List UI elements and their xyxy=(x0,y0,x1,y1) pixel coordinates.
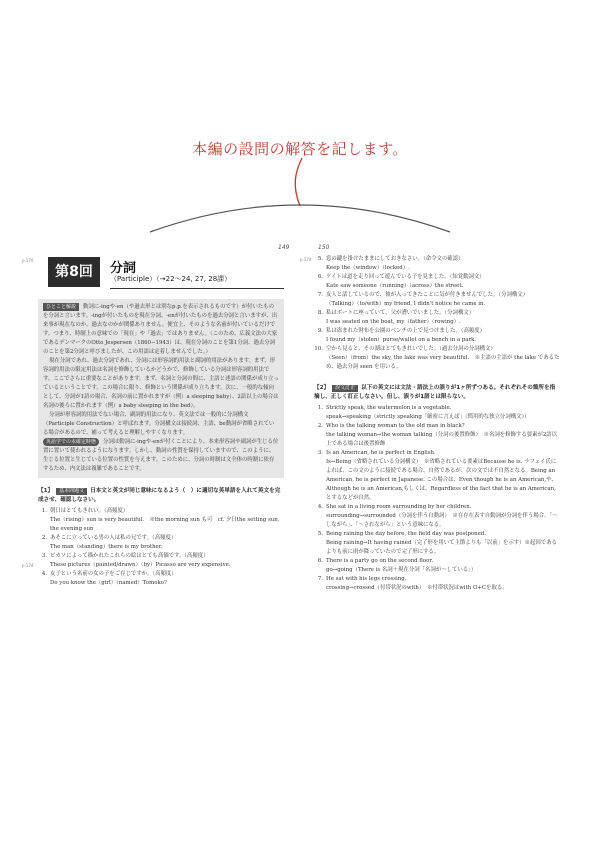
question-item: 4. 友子という名前の女の子をご存じですか。（高頻度） xyxy=(41,571,177,577)
question-item: 3. ピカソによって描かれたこれらの絵はとても高価です。（高頻度） xyxy=(41,553,209,559)
chapter-title: 分詞 xyxy=(110,261,137,276)
answer-line: Do you know the（girl）（named）Tomoko? xyxy=(50,580,167,586)
answer-line: Kate saw someone（running）（across）the street. xyxy=(326,283,464,289)
right-page-column xyxy=(314,255,560,593)
question-item: 5. 窓の鍵を掛けたままにしておきなさい。（命令文の確認） xyxy=(317,256,464,262)
question-item: 3. Is an American, he is perfect in English. xyxy=(317,450,436,456)
page-ref: p.170 xyxy=(22,258,34,263)
grammar-note-tag: 英語学での未確定時態 xyxy=(43,438,99,446)
section1-items xyxy=(38,507,284,588)
section-pill: 誤文訂正 xyxy=(332,385,358,392)
answer-line: go→going（There is 名詞＋現在分詞「名詞が〜している」） xyxy=(326,567,477,573)
explanation-text: 分詞は動詞に-ingや-enが付くことにより、本来形容詞や副詞が生じる位置に置いて使われるようになります。しかし、動詞の性質を保持していますので、このように、生じる位置と生じている位置の性質を与えます。このために、分詞の時制は文全体の時制に依存するため、内文法は複雑であることです。 xyxy=(43,439,279,472)
explanation-box xyxy=(38,299,284,478)
answer-line: surrounding→surrounded（分詞を伴う自動詞） ※在存在表す自動詞が分詞を伴う場合、「〜しながら」、「〜されながら」という意味になる。 xyxy=(326,513,558,528)
answer-line: The（rising）sun is very beautiful. ※the morning sun も可 cf. 夕日the setting sun, the evening sun xyxy=(50,517,280,532)
question-item: 6. There is a party go on the second floor. xyxy=(317,558,434,564)
section-number: 【2】 xyxy=(314,385,330,391)
answer-line: （Talking）（to/with）my friend, I didn't notice he came in. xyxy=(326,301,486,307)
section1-heading xyxy=(38,487,284,505)
explanation-paragraph: 分詞が形容詞的用法でない場合、副詞的用法になり、英文法では一般的に分詞構文（Participle Construction）と呼ばれます。分詞構文は接続詞、主語、be動詞が省略されている場合があるので、補って考えると理解しやすくなります。 xyxy=(43,412,275,436)
chapter-subtitle: （Participle）（→22〜24, 27, 28課） xyxy=(110,275,232,283)
chapter-rule xyxy=(110,288,284,289)
section-instructions: 日本文と英文が同じ意味になるよう（ ）に適切な英単語を入れて英文を完成させ、確認しなさい。 xyxy=(38,488,281,503)
answer-line: The man（standing）there is my brother. xyxy=(50,544,163,550)
question-item: 9. 私は盗まれた財布を公園のベンチの上で見つけました。（高頻度） xyxy=(317,328,486,334)
answer-line: （Seen）（from）the sky, the lake was very beautiful. ※主語の主語が the lake であるため、過去分詞 seen を用いる。 xyxy=(326,355,560,370)
section-number: 【1】 xyxy=(38,488,54,494)
explanation-tag: ひとこと解説 xyxy=(43,303,79,311)
question-item: 2. あそこに立っている男の人は私の兄です。（高頻度） xyxy=(41,535,177,541)
question-item: 6. ケイトは道を走り回って遊んでいる子を見ました。（知覚動詞文） xyxy=(317,274,485,280)
page-ref: p.174 xyxy=(22,563,34,568)
chapter-header xyxy=(38,255,284,291)
question-item: 1. Strictly speak, the watermelon is a vegetable. xyxy=(317,405,452,411)
explanation-paragraph: 現在分詞であれ、過去分詞であれ、分詞には形容詞的用法と副詞的用法があります。まず、形容詞的用法の限定用法は名詞を修飾しているかどうかで、修飾している分詞は形容詞的用法です。ここでさらに重要なことがあります。まず、名詞と分詞の間に、主語と述語の関係が成り立っているということです。この場合に限り、修飾という関係が成り立ちます。次に、一般的な傾向として、分詞が1語の場合、名詞の前に置かれますが（例）a sleeping baby）、2語以上の場合は名詞の後ろに置かれます（例）a baby sleeping in the bed）。 xyxy=(43,358,279,409)
chapter-number-box: 第8回 xyxy=(48,257,100,287)
section2-items xyxy=(314,404,560,593)
question-item: 8. 私はボートに座っていて、父が漕いでいました。（分詞構文） xyxy=(317,310,475,316)
callout-pointer-line xyxy=(295,158,302,206)
question-item: 4. She sat in a living room surrounding by her children. xyxy=(317,504,472,510)
question-item: 2. Who is the talking woman to the old man in black? xyxy=(317,423,465,429)
callout-text: 本編の設問の解答を記します。 xyxy=(192,140,408,158)
callout-bracket-arc xyxy=(150,205,450,232)
section-instructions: 以下の英文には文法・語法上の誤りが1ヶ所ずつある。それぞれその箇所を指摘し、正しく訂正しなさい。但し、誤りが1語とは限らない。 xyxy=(314,385,556,400)
callout-connector xyxy=(0,0,600,260)
answer-line: Being raining→It having rained（完了形を用いて主節よりも「以前」を示す）※起因であるよりも前に雨が降っていたので完了形にする。 xyxy=(326,540,557,555)
answer-line: Keep the（window）（locked）. xyxy=(326,265,410,271)
question-item: 7. 友人と話しているので、彼が入ってきたことに気が付きませんでした。（分詞構文） xyxy=(317,292,529,298)
answer-line: I was seated on the boat, my（father）（rowing）. xyxy=(326,319,461,325)
question-item: 5. Being raining the day before, the field day was postponed. xyxy=(317,531,486,537)
explanation-text: 動詞に-ingや-en（や過去形とは別なp.p.を表示されるものです）が付いたものを分詞と言います。-ingが付いたものを現在分詞、-enが付いたものを過去分詞と言いますが、出来事が現在なのか、過去なのかが関係ありません。便宜上、そのような名前が付いているだけです。つまり、時制上の意味での「現在」や「過去」ではありません。（このため、広義文法の大家であるデンマークのOtto Jespersen（1860−1943）は、現在分詞のことを第1分詞、過去分詞のことを第2分詞と呼びましたが、この用語は定着しませんでした。） xyxy=(43,304,278,355)
question-item: 1. 朝日はとてもきれい。（高頻度） xyxy=(41,508,129,514)
page-number-right: 150 xyxy=(318,244,330,251)
answer-line: crossing→crossed（付帯状況のwith） ※付帯状況はwith O+Cを取る。 xyxy=(326,585,508,591)
answer-line: Is→Being（省略されている分詞構文） ※省略されている要素はBecause he is. ラフェイ氏によれば、この文のように接続である場合、自然であるが、次の文では不自然となる。Being an American, he is perfect in Japanese. この場合は、Even though he is an American,や、Although he is an American,もしくは、Regardless of the fact that he is an American,とするなどが自然。 xyxy=(326,459,557,501)
section-pill: 基本問題文 xyxy=(56,488,87,495)
question-item: 10. 空から見ると、その湖はとてもきれいでした。（過去分詞の分詞構文） xyxy=(314,346,496,352)
answer-line: speak→speaking（strictly speaking「厳密に言えば」（慣用的な独立分詞構文）） xyxy=(326,414,530,420)
page-ref: p.174 xyxy=(300,257,312,262)
question-item: 7. He sat with his legs crossing. xyxy=(317,576,407,582)
explanation-paragraph xyxy=(43,438,279,474)
answer-line: These pictures（painted/drawn）（by）Picasso are very expensive. xyxy=(50,562,231,568)
answer-line: the talking woman→the woman talking（分詞の後置修飾） ※名詞を修飾する要素が2語以上である場合は後置修飾 xyxy=(326,432,558,447)
explanation-paragraph xyxy=(43,303,279,357)
section2-heading xyxy=(314,384,560,402)
left-page-column xyxy=(38,255,284,588)
answer-line: I found my（stolen）purse/wallet on a bench in a park. xyxy=(326,337,477,343)
section1-continued xyxy=(314,255,560,372)
page-number-left: 149 xyxy=(278,244,290,251)
